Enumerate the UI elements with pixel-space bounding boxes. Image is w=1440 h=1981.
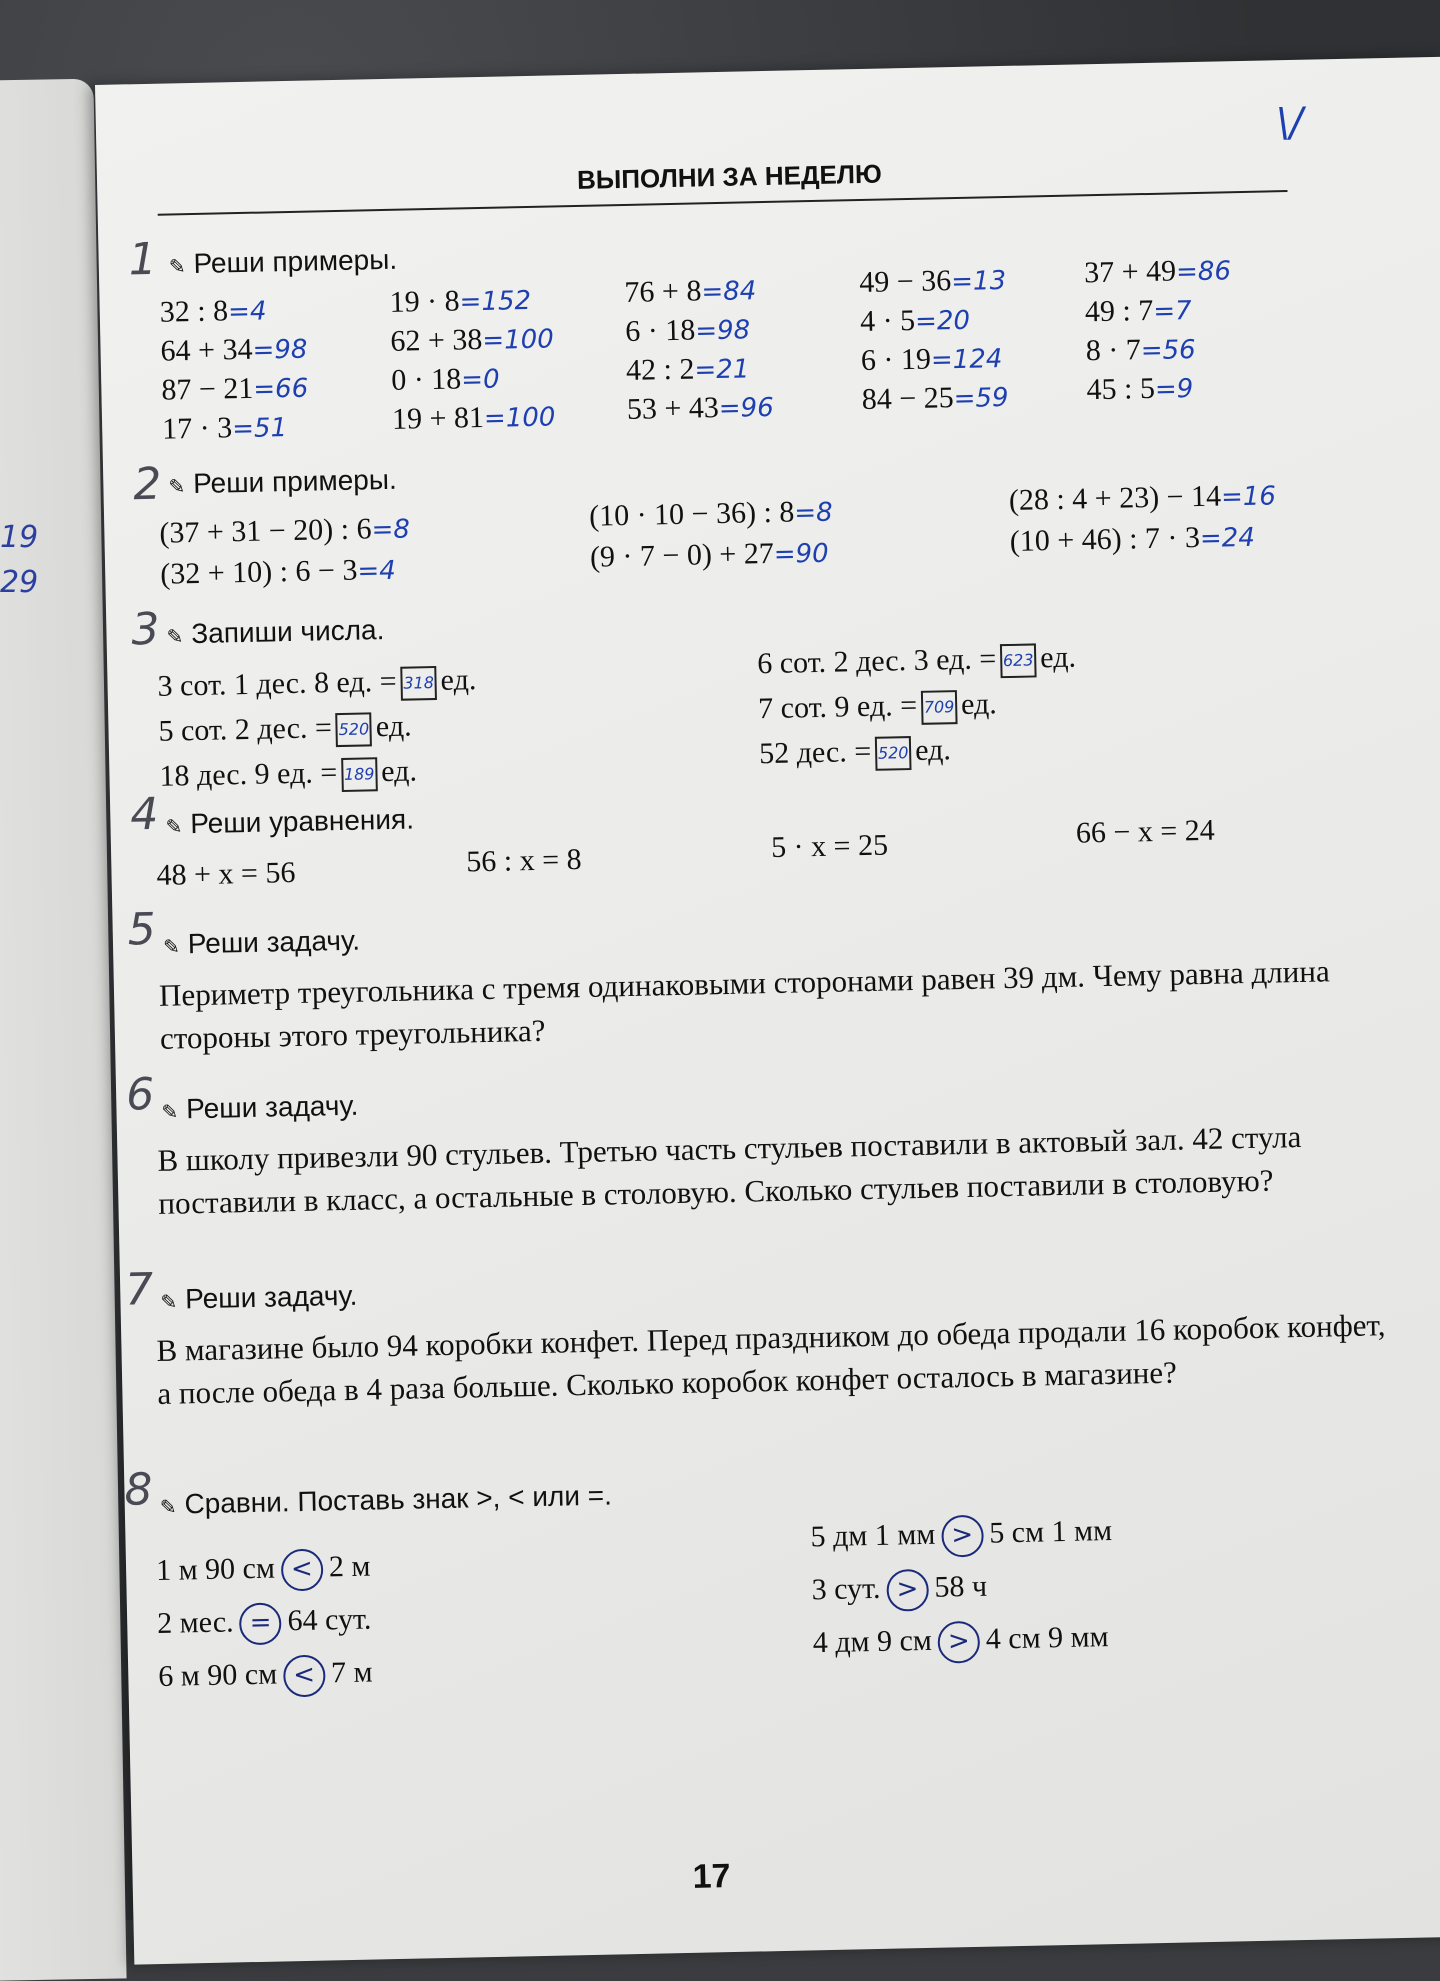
task-title <box>163 925 361 961</box>
sign-circle: < <box>281 1549 324 1592</box>
side-note: 29 <box>0 565 39 600</box>
pencil-icon: ✎ <box>161 1099 179 1124</box>
task-title <box>165 803 414 840</box>
task-text: Периметр треугольника с тремя одинаковыми сторонами равен 39 дм. Чему равна длина стороны этого треугольника? <box>158 953 1330 1056</box>
task-number: 7 <box>124 1264 154 1316</box>
sign-circle: > <box>937 1621 980 1664</box>
task-title-text: Реши примеры. <box>192 463 397 500</box>
answer-box: 709 <box>921 690 958 725</box>
task-title <box>168 464 397 501</box>
task-title <box>159 1479 612 1520</box>
answer-box: 189 <box>341 757 378 792</box>
pencil-icon: ✎ <box>168 254 186 279</box>
sign-circle: < <box>283 1655 326 1698</box>
task-title <box>168 244 397 281</box>
equation: 56 : x = 8 <box>466 842 582 879</box>
task8-col: 1 м 90 см < 2 м 2 мес. = 64 сут. 6 м 90 см < 7 м <box>156 1540 374 1703</box>
task2-col: (10 · 10 − 36) : 8=8 (9 · 7 − 0) + 27=90 <box>588 495 833 574</box>
sign-circle: > <box>941 1515 984 1558</box>
task-number: 4 <box>129 788 159 841</box>
task-title <box>161 1090 359 1126</box>
task-number: 8 <box>123 1464 153 1516</box>
answer-box: 318 <box>400 666 437 701</box>
task-title-text: Реши задачу. <box>187 924 361 960</box>
task-title <box>166 614 384 651</box>
page-title: ВЫПОЛНИ ЗА НЕДЕЛЮ <box>576 158 883 195</box>
task-title <box>160 1280 358 1316</box>
task1-col: 19 · 8=152 62 + 38=100 0 · 18=0 19 + 81=100 <box>389 284 556 436</box>
answer-box: 520 <box>875 736 912 771</box>
equation: 48 + x = 56 <box>156 855 296 892</box>
pencil-icon: ✎ <box>159 1494 177 1519</box>
task8-col: 5 дм 1 мм > 5 см 1 мм 3 сут. > 58 ч 4 дм 9 см > 4 см 9 мм <box>810 1504 1115 1669</box>
task-text: В школу привезли 90 стульев. Третью часть стульев поставили в актовый зал. 42 стула поставили в класс, а остальные в столовую. Сколько стульев поставили в столовую? <box>157 1118 1302 1221</box>
check-mark: \/ <box>1275 99 1304 147</box>
page-number: 17 <box>692 1857 731 1896</box>
task-text: В магазине было 94 коробки конфет. Перед праздником до обеда продали 16 коробок конфет, а после обеда в 4 раза больше. Сколько коробок конфет осталось в магазине? <box>156 1307 1386 1411</box>
answer-box: 520 <box>336 712 373 747</box>
pencil-icon: ✎ <box>166 624 184 649</box>
sign-circle: > <box>886 1569 929 1612</box>
sign-circle: = <box>239 1603 282 1646</box>
task-number: 1 <box>128 233 158 286</box>
task-number: 5 <box>127 903 157 956</box>
task-number: 3 <box>130 603 160 656</box>
equation: 66 − x = 24 <box>1075 813 1216 850</box>
task-number: 2 <box>132 458 162 511</box>
task-title-text: Реши примеры. <box>193 243 398 279</box>
pencil-icon: ✎ <box>160 1289 178 1314</box>
task1-col: 32 : 8=4 64 + 34=98 87 − 21=66 17 · 3=51 <box>159 294 309 446</box>
pencil-icon: ✎ <box>168 474 186 499</box>
answer-box: 623 <box>1000 644 1037 679</box>
task-title-text: Сравни. Поставь знак >, < или =. <box>184 1479 613 1520</box>
task3-col: 6 сот. 2 дес. 3 ед. = 623 ед. 7 сот. 9 ед. = 709 ед. 52 дес. = 520 ед. <box>756 640 1077 771</box>
task-title-text: Запиши числа. <box>190 614 385 650</box>
workbook-page <box>95 57 1440 1965</box>
task-title-text: Реши задачу. <box>185 1089 359 1125</box>
side-note: 19 <box>0 520 39 555</box>
task-title-text: Реши задачу. <box>184 1279 358 1315</box>
task1-col: 37 + 49=86 49 : 7=7 8 · 7=56 45 : 5=9 <box>1083 254 1232 407</box>
header-rule <box>158 190 1288 216</box>
task-number: 6 <box>125 1068 155 1121</box>
pencil-icon: ✎ <box>165 814 183 839</box>
task2-col: (28 : 4 + 23) − 14=16 (10 + 46) : 7 · 3=24 <box>1008 479 1277 558</box>
pencil-icon: ✎ <box>162 934 181 959</box>
task-title-text: Реши уравнения. <box>189 803 415 840</box>
task3-col: 3 сот. 1 дес. 8 ед. = 318 ед. 5 сот. 2 дес. = 520 ед. 18 дес. 9 ед. = 189 ед. <box>157 663 477 793</box>
task1-col: 49 − 36=13 4 · 5=20 6 · 19=124 84 − 25=59 <box>858 264 1009 417</box>
task1-col: 76 + 8=84 6 · 18=98 42 : 2=21 53 + 43=96 <box>624 274 775 426</box>
equation: 5 · x = 25 <box>770 828 889 865</box>
task2-col: (37 + 31 − 20) : 6=8 (32 + 10) : 6 − 3=4 <box>159 512 411 591</box>
